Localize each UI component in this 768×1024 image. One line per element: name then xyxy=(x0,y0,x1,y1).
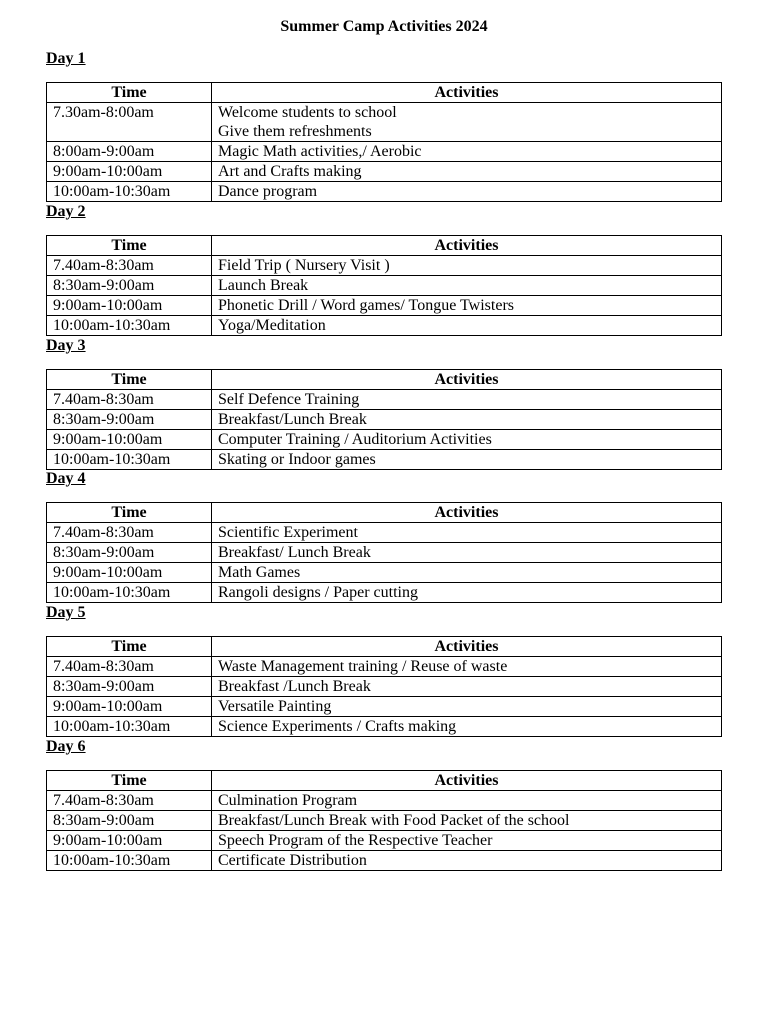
time-column-header: Time xyxy=(47,503,212,523)
activity-cell xyxy=(212,563,722,583)
activity-cell xyxy=(212,410,722,430)
time-cell: 9:00am-10:00am xyxy=(47,563,212,583)
time-cell: 8:30am-9:00am xyxy=(47,811,212,831)
table-header-row xyxy=(47,370,722,390)
activity-cell xyxy=(212,390,722,410)
table-row xyxy=(47,430,722,450)
activity-text: Versatile Painting xyxy=(218,698,332,715)
activity-cell xyxy=(212,677,722,697)
day-heading: Day 4 xyxy=(46,470,86,487)
activity-text: Science Experiments / Crafts making xyxy=(218,718,457,735)
time-column-header: Time xyxy=(47,83,212,103)
time-cell: 8:30am-9:00am xyxy=(47,543,212,563)
time-column-header: Time xyxy=(47,370,212,390)
schedule-table xyxy=(46,636,722,737)
time-cell: 7.30am-8:00am xyxy=(47,103,212,142)
activity-cell xyxy=(212,851,722,871)
table-row xyxy=(47,142,722,162)
activities-column-header: Activities xyxy=(212,503,722,523)
table-row xyxy=(47,657,722,677)
activity-text: Launch Break xyxy=(218,277,309,294)
table-row xyxy=(47,791,722,811)
activity-cell xyxy=(212,791,722,811)
activity-cell xyxy=(212,697,722,717)
table-row xyxy=(47,276,722,296)
activity-cell xyxy=(212,276,722,296)
page-title: Summer Camp Activities 2024 xyxy=(280,18,488,35)
time-cell: 8:00am-9:00am xyxy=(47,142,212,162)
activities-column-header: Activities xyxy=(212,637,722,657)
activities-column-header: Activities xyxy=(212,771,722,791)
activity-text: Speech Program of the Respective Teacher xyxy=(218,832,493,849)
table-header-row xyxy=(47,637,722,657)
schedule-table xyxy=(46,235,722,336)
activity-cell xyxy=(212,256,722,276)
activity-text: Waste Management training / Reuse of waste xyxy=(218,658,508,675)
activity-cell xyxy=(212,182,722,202)
time-cell: 10:00am-10:30am xyxy=(47,316,212,336)
activity-text: Certificate Distribution xyxy=(218,852,367,869)
table-row xyxy=(47,256,722,276)
activity-text: Yoga/Meditation xyxy=(218,317,326,334)
time-cell: 7.40am-8:30am xyxy=(47,390,212,410)
time-cell: 10:00am-10:30am xyxy=(47,450,212,470)
time-cell: 7.40am-8:30am xyxy=(47,523,212,543)
table-header-row xyxy=(47,503,722,523)
activity-text: Math Games xyxy=(218,564,301,581)
activities-column-header: Activities xyxy=(212,83,722,103)
table-row xyxy=(47,831,722,851)
time-cell: 9:00am-10:00am xyxy=(47,162,212,182)
table-row xyxy=(47,563,722,583)
schedule-table xyxy=(46,770,722,871)
activity-cell xyxy=(212,142,722,162)
table-row xyxy=(47,543,722,563)
time-cell: 9:00am-10:00am xyxy=(47,296,212,316)
table-row xyxy=(47,697,722,717)
time-cell: 8:30am-9:00am xyxy=(47,276,212,296)
activity-text: Breakfast /Lunch Break xyxy=(218,678,371,695)
day-heading: Day 2 xyxy=(46,203,86,220)
time-cell: 10:00am-10:30am xyxy=(47,182,212,202)
table-row xyxy=(47,717,722,737)
table-row xyxy=(47,811,722,831)
time-cell: 10:00am-10:30am xyxy=(47,717,212,737)
schedule-table xyxy=(46,369,722,470)
activity-cell xyxy=(212,103,722,142)
table-header-row xyxy=(47,236,722,256)
table-row xyxy=(47,677,722,697)
activity-cell xyxy=(212,657,722,677)
activity-text: Welcome students to school xyxy=(218,104,397,121)
activity-text: Phonetic Drill / Word games/ Tongue Twisters xyxy=(218,297,514,314)
activity-cell xyxy=(212,583,722,603)
table-row xyxy=(47,316,722,336)
schedule-table xyxy=(46,502,722,603)
activity-text: Skating or Indoor games xyxy=(218,451,376,468)
activity-text: Magic Math activities,/ Aerobic xyxy=(218,143,422,160)
activities-column-header: Activities xyxy=(212,236,722,256)
activities-column-header: Activities xyxy=(212,370,722,390)
activity-text: Field Trip ( Nursery Visit ) xyxy=(218,257,390,274)
time-cell: 8:30am-9:00am xyxy=(47,410,212,430)
activity-cell xyxy=(212,296,722,316)
schedule-table xyxy=(46,82,722,202)
table-row xyxy=(47,162,722,182)
day-heading: Day 6 xyxy=(46,738,86,755)
activity-cell xyxy=(212,430,722,450)
time-cell: 7.40am-8:30am xyxy=(47,791,212,811)
activity-cell xyxy=(212,523,722,543)
table-row xyxy=(47,851,722,871)
table-row xyxy=(47,523,722,543)
activity-text: Culmination Program xyxy=(218,792,358,809)
activity-text: Rangoli designs / Paper cutting xyxy=(218,584,418,601)
day-heading: Day 1 xyxy=(46,50,86,67)
activity-text: Breakfast/Lunch Break with Food Packet of the school xyxy=(218,812,570,829)
time-cell: 7.40am-8:30am xyxy=(47,657,212,677)
time-column-header: Time xyxy=(47,771,212,791)
activity-text: Self Defence Training xyxy=(218,391,360,408)
table-row xyxy=(47,410,722,430)
time-column-header: Time xyxy=(47,236,212,256)
activity-text: Art and Crafts making xyxy=(218,163,362,180)
activity-cell xyxy=(212,450,722,470)
table-row xyxy=(47,296,722,316)
table-row xyxy=(47,103,722,142)
table-header-row xyxy=(47,83,722,103)
table-row xyxy=(47,450,722,470)
day-heading: Day 5 xyxy=(46,604,86,621)
activity-text: Computer Training / Auditorium Activities xyxy=(218,431,492,448)
table-row xyxy=(47,583,722,603)
activity-cell xyxy=(212,316,722,336)
activity-text: Dance program xyxy=(218,183,318,200)
time-cell: 9:00am-10:00am xyxy=(47,831,212,851)
time-cell: 10:00am-10:30am xyxy=(47,583,212,603)
activity-text: Breakfast/ Lunch Break xyxy=(218,544,371,561)
activity-cell xyxy=(212,162,722,182)
time-cell: 8:30am-9:00am xyxy=(47,677,212,697)
time-cell: 7.40am-8:30am xyxy=(47,256,212,276)
table-row xyxy=(47,182,722,202)
activity-cell xyxy=(212,717,722,737)
time-column-header: Time xyxy=(47,637,212,657)
activity-text: Breakfast/Lunch Break xyxy=(218,411,367,428)
time-cell: 9:00am-10:00am xyxy=(47,697,212,717)
activity-cell xyxy=(212,543,722,563)
activity-text: Give them refreshments xyxy=(218,123,372,140)
activity-cell xyxy=(212,811,722,831)
table-row xyxy=(47,390,722,410)
time-cell: 9:00am-10:00am xyxy=(47,430,212,450)
day-heading: Day 3 xyxy=(46,337,86,354)
activity-text: Scientific Experiment xyxy=(218,524,358,541)
time-cell: 10:00am-10:30am xyxy=(47,851,212,871)
activity-cell xyxy=(212,831,722,851)
table-header-row xyxy=(47,771,722,791)
